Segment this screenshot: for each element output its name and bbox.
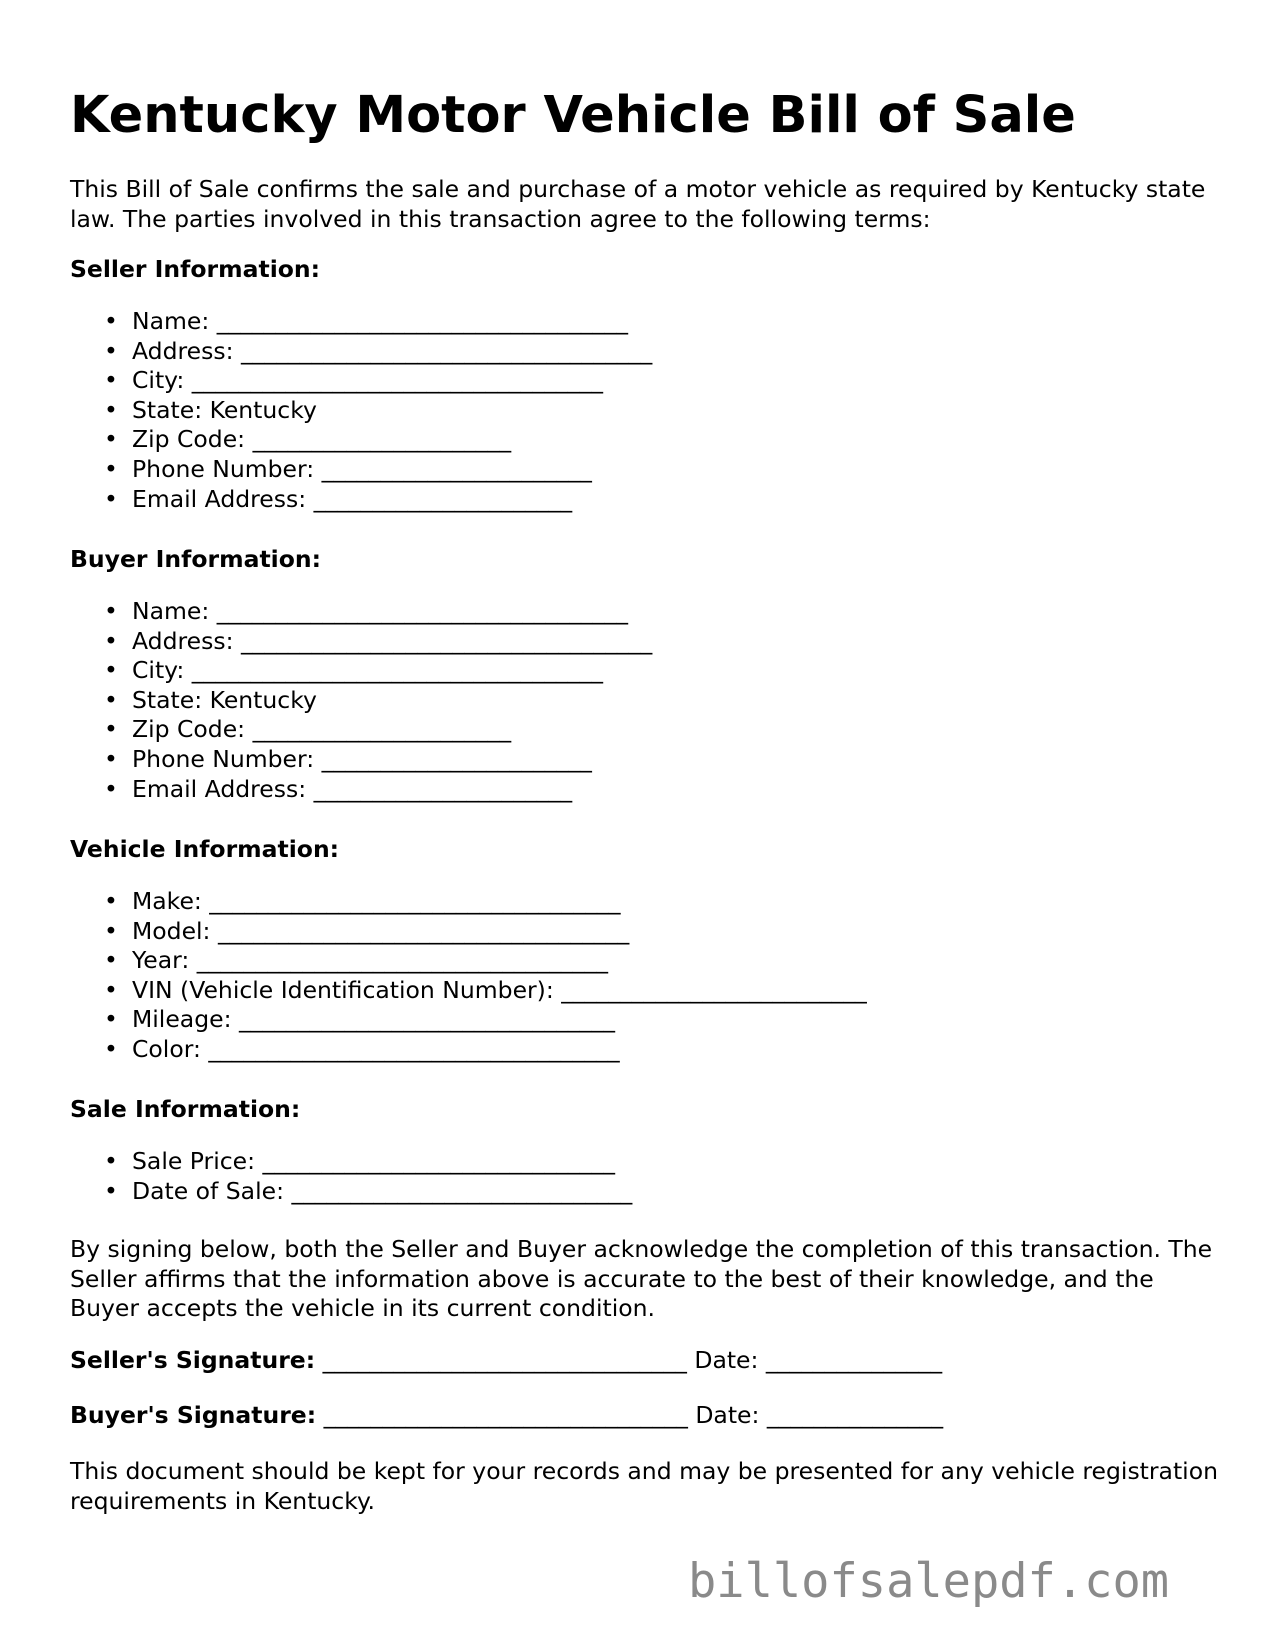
bullet-icon: • — [104, 887, 118, 915]
vehicle-make-field: • Make: ___________________________________ — [104, 887, 621, 915]
sale-price-field: • Sale Price: ______________________________ — [104, 1147, 615, 1175]
seller-name-field: • Name: ___________________________________ — [104, 307, 628, 335]
sale-date-field: • Date of Sale: _____________________________ — [104, 1176, 633, 1205]
vehicle-mileage-field: • Mileage: ________________________________ — [104, 1005, 615, 1034]
buyer-signature-line — [70, 1401, 943, 1431]
bullet-icon: • — [104, 454, 118, 483]
vehicle-model-field: • Model: ___________________________________ — [104, 916, 630, 945]
bullet-icon: • — [104, 1176, 118, 1205]
buyer-city-field: • City: ___________________________________ — [104, 656, 603, 685]
seller-city-field: • City: ___________________________________ — [104, 366, 603, 395]
buyer-name-field: • Name: ___________________________________ — [104, 597, 628, 625]
bullet-icon: • — [104, 395, 118, 424]
buyer-email-field: • Email Address: ______________________ — [104, 774, 573, 803]
bullet-icon: • — [104, 975, 118, 1004]
vehicle-heading: Vehicle Information: — [70, 835, 340, 863]
seller-signature-line — [70, 1346, 942, 1376]
buyer-address-field: • Address: ___________________________________ — [104, 626, 653, 655]
seller-state-field: • State: Kentucky — [104, 395, 317, 424]
seller-signature-blanks: _______________________________ Date: _______________ — [315, 1346, 943, 1374]
bullet-icon: • — [104, 626, 118, 655]
buyer-signature-label: Buyer's Signature: — [70, 1401, 317, 1429]
watermark: billofsalepdf.com — [688, 1554, 1170, 1609]
vehicle-year-field: • Year: ___________________________________ — [104, 946, 608, 975]
bullet-icon: • — [104, 774, 118, 803]
sale-heading: Sale Information: — [70, 1095, 301, 1123]
bullet-icon: • — [104, 656, 118, 685]
bullet-icon: • — [104, 307, 118, 335]
vehicle-vin-field: • VIN (Vehicle Identification Number): __________________________ — [104, 975, 867, 1004]
acknowledgment-paragraph: By signing below, both the Seller and Buyer acknowledge the completion of this transaction. The Seller affirms that the information above is accurate to the best of their knowledge, and the Buyer accepts the vehicle in its current condition. — [70, 1235, 1213, 1322]
intro-paragraph: This Bill of Sale confirms the sale and purchase of a motor vehicle as required by Kentucky state law. The parties involved in this transaction agree to the following terms: — [70, 175, 1206, 233]
bullet-icon: • — [104, 425, 118, 454]
sale-field-list — [104, 1147, 633, 1206]
vehicle-color-field: • Color: ___________________________________ — [104, 1034, 620, 1063]
bullet-icon: • — [104, 366, 118, 395]
bullet-icon: • — [104, 597, 118, 625]
seller-zip-field: • Zip Code: ______________________ — [104, 425, 512, 454]
buyer-signature-blanks: _______________________________ Date: _______________ — [316, 1401, 944, 1429]
seller-phone-field: • Phone Number: _______________________ — [104, 454, 592, 483]
seller-email-field: • Email Address: ______________________ — [104, 484, 573, 513]
buyer-heading: Buyer Information: — [70, 545, 322, 573]
bullet-icon: • — [104, 1005, 118, 1034]
buyer-zip-field: • Zip Code: ______________________ — [104, 715, 512, 744]
buyer-phone-field: • Phone Number: _______________________ — [104, 744, 592, 773]
vehicle-field-list — [104, 887, 867, 1065]
bullet-icon: • — [104, 946, 118, 975]
seller-heading: Seller Information: — [70, 255, 321, 283]
bullet-icon: • — [104, 484, 118, 513]
bullet-icon: • — [104, 1034, 118, 1063]
footer-note: This document should be kept for your records and may be presented for any vehicle registration requirements in Kentucky. — [70, 1457, 1218, 1515]
bullet-icon: • — [104, 715, 118, 744]
buyer-state-field: • State: Kentucky — [104, 685, 317, 714]
seller-field-list — [104, 307, 653, 514]
buyer-field-list — [104, 597, 653, 804]
bullet-icon: • — [104, 685, 118, 714]
bullet-icon: • — [104, 1147, 118, 1175]
document-title: Kentucky Motor Vehicle Bill of Sale — [70, 86, 1076, 145]
bullet-icon: • — [104, 336, 118, 365]
seller-signature-label: Seller's Signature: — [70, 1346, 316, 1374]
bullet-icon: • — [104, 916, 118, 945]
bullet-icon: • — [104, 744, 118, 773]
seller-address-field: • Address: ___________________________________ — [104, 336, 653, 365]
